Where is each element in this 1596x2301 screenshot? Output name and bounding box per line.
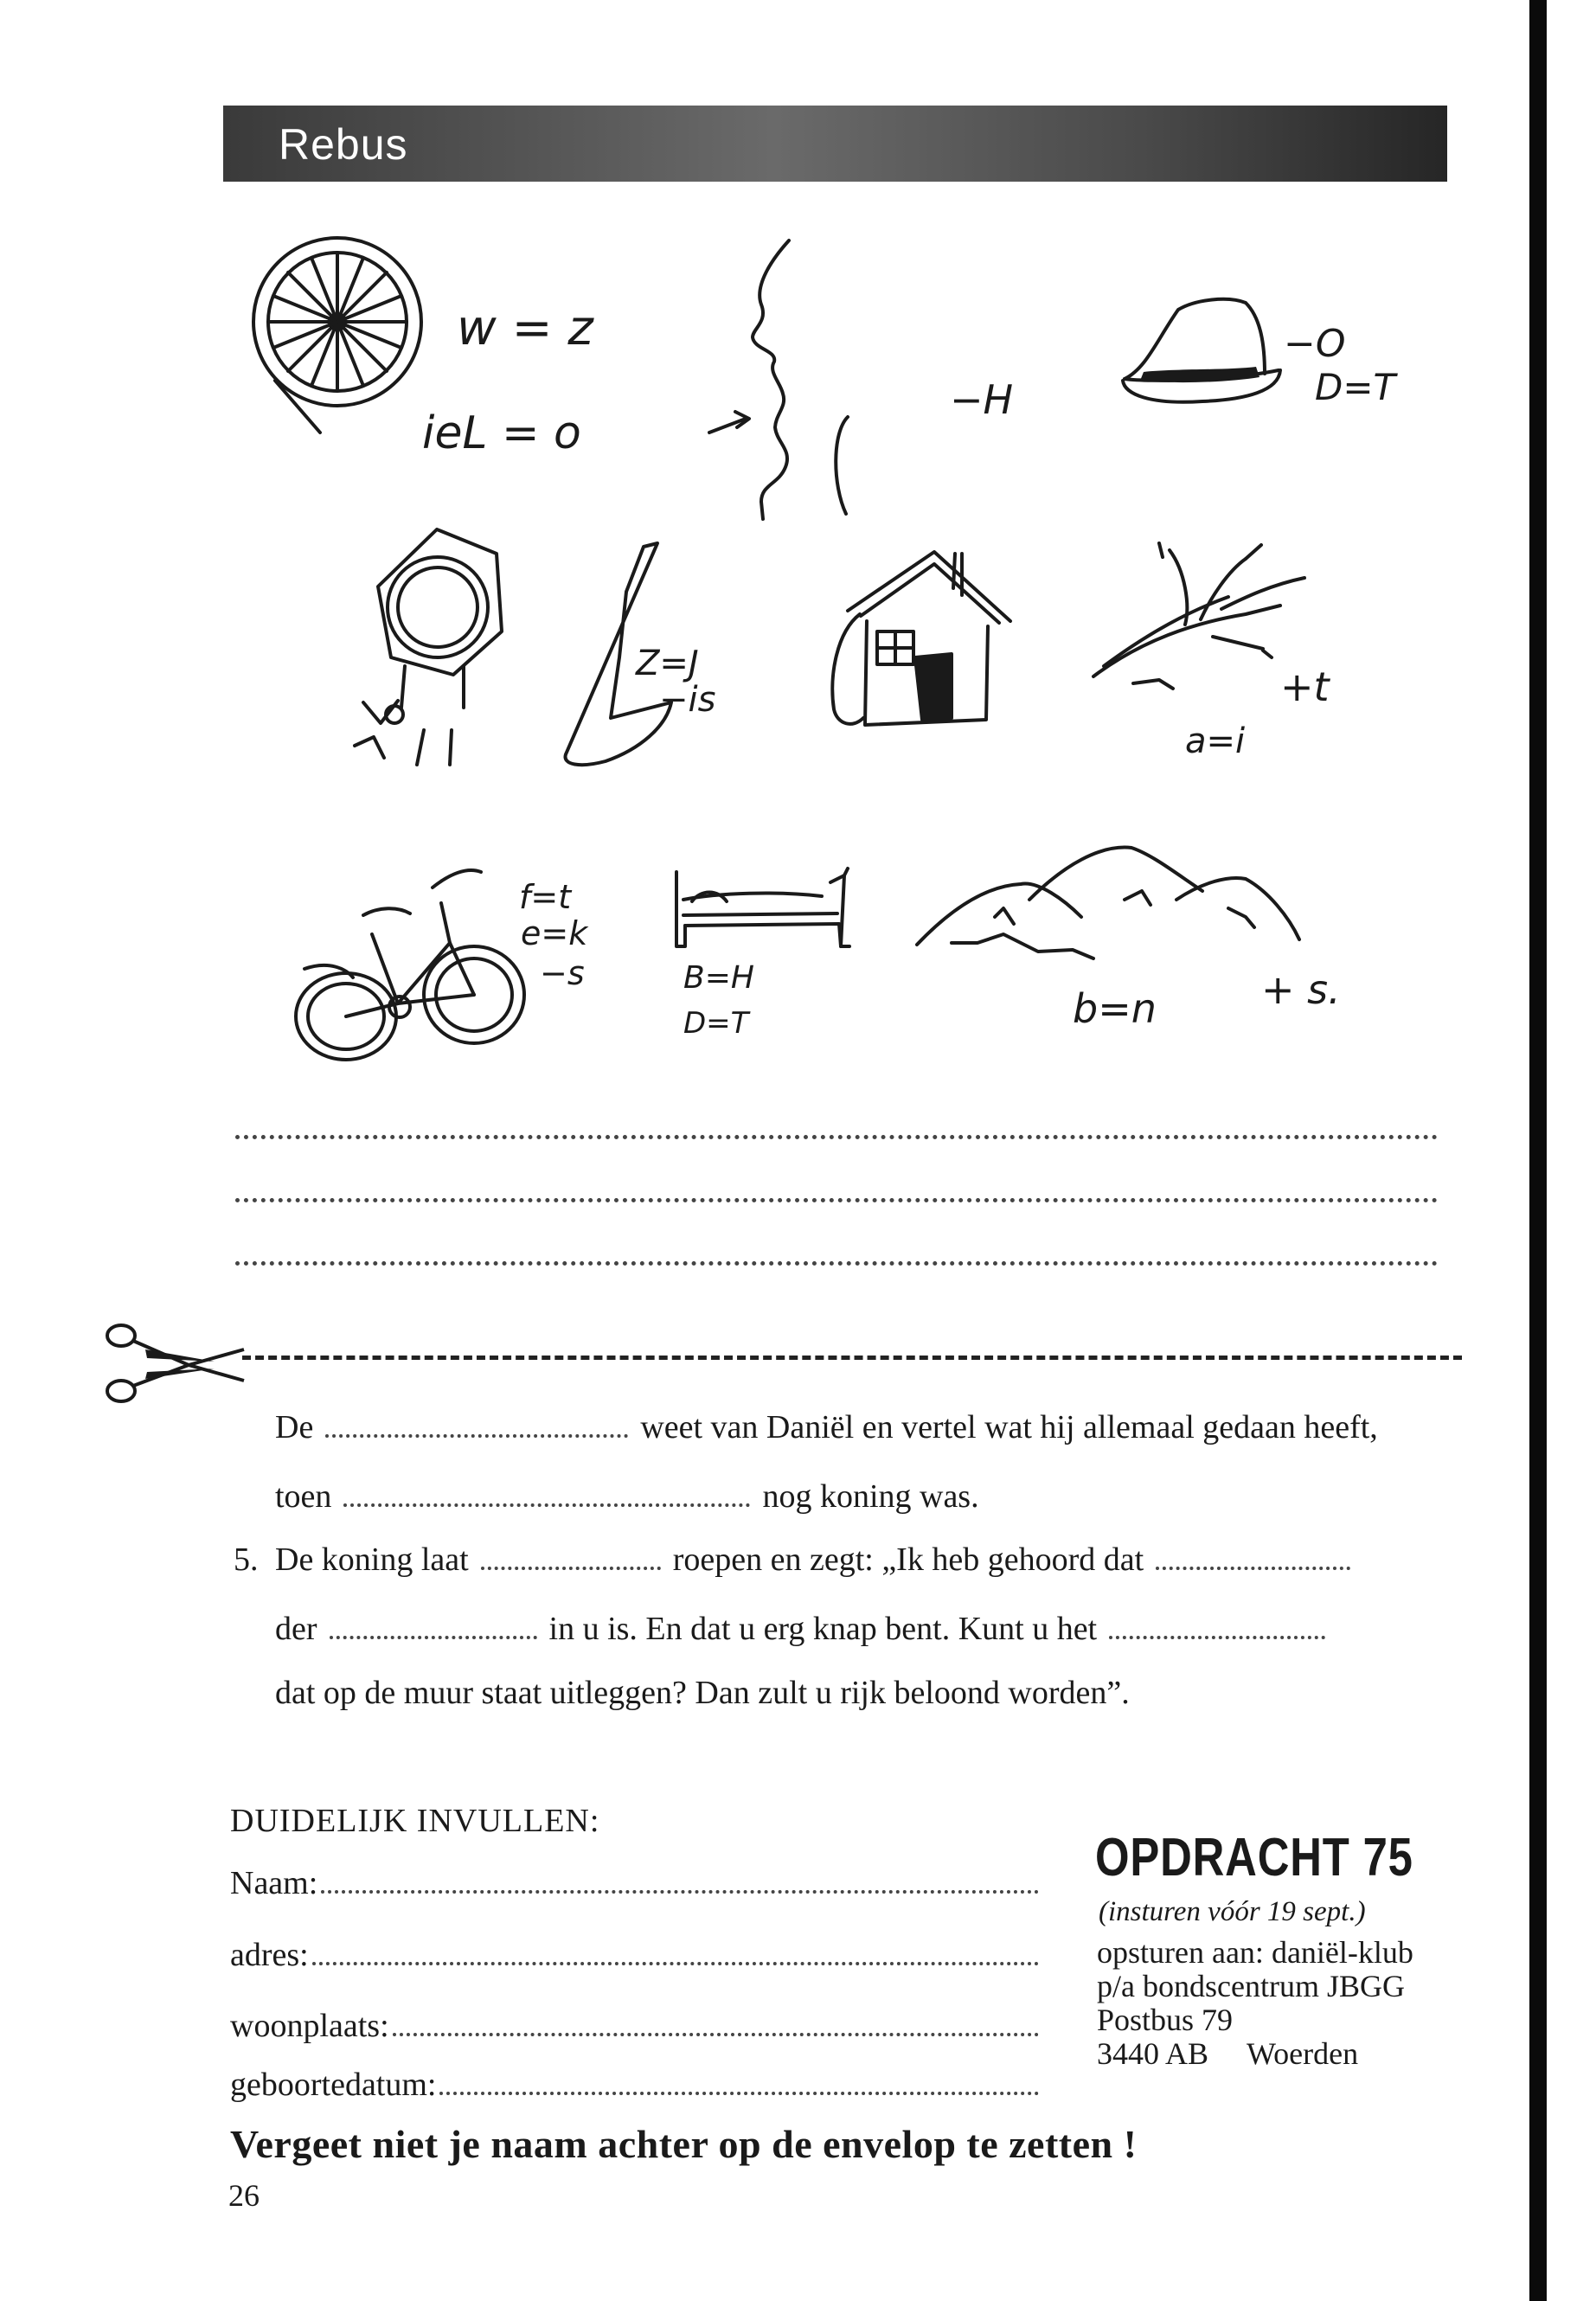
house-drawing: [832, 552, 1010, 725]
form-row-name: [230, 1864, 1039, 1902]
city-field[interactable]: [393, 2026, 1039, 2036]
story-line-4-start: der: [275, 1611, 317, 1647]
story-item-number: 5.: [234, 1541, 259, 1578]
rebus-hat-sub: D=T: [1315, 366, 1396, 408]
rebus-face-sub: −H: [950, 376, 1014, 423]
hills-drawing: [917, 848, 1299, 958]
tree-branch-drawing: [1093, 543, 1304, 689]
page-title: Rebus: [279, 120, 408, 169]
rebus-bed-b: B=H: [683, 960, 754, 996]
story-blank-5[interactable]: [330, 1629, 537, 1639]
rebus-tree-plus: +t: [1280, 663, 1330, 710]
rebus-stick-sub: Z=J: [636, 644, 699, 683]
form-row-birthdate: [230, 2066, 1039, 2104]
story-line-4: [275, 1610, 1337, 1648]
story-blank-2[interactable]: [343, 1497, 750, 1507]
page-number: 26: [228, 2178, 260, 2213]
bed-drawing: [676, 868, 849, 946]
rebus-hat-minus: −O: [1284, 322, 1346, 366]
story-line-3-mid: roepen en zegt: „Ik heb gehoord dat: [672, 1541, 1144, 1578]
form-label-city: woonplaats:: [230, 2008, 389, 2044]
wheel-drawing: [253, 238, 421, 433]
story-blank-1[interactable]: [325, 1427, 628, 1438]
form-label-address: adres:: [230, 1937, 309, 1973]
bicycle-drawing: [296, 870, 524, 1060]
cut-line: [242, 1356, 1462, 1360]
cuckoo-clock-drawing: [355, 529, 502, 765]
form-row-city: [230, 2007, 1039, 2045]
story-line-2-end: nog koning was.: [762, 1478, 979, 1515]
assignment-address: [1097, 1936, 1413, 2071]
address-postcode: 3440 AB: [1097, 2036, 1209, 2071]
answer-line-3[interactable]: [235, 1256, 1438, 1266]
story-line-4-mid: in u is. En dat u erg knap bent. Kunt u het: [548, 1611, 1098, 1647]
story-line-2: [275, 1477, 979, 1516]
rebus-hills-sub: b=n: [1073, 985, 1157, 1032]
assignment-deadline: (insturen vóór 19 sept.): [1099, 1896, 1366, 1927]
address-line-1: opsturen aan: daniël-klub: [1097, 1935, 1413, 1970]
assignment-title: OPDRACHT 75: [1095, 1828, 1413, 1888]
story-line-3: [275, 1541, 1362, 1579]
story-line-1: [275, 1408, 1378, 1446]
rebus-bike-e: e=k: [521, 914, 588, 952]
story-line-5: [275, 1674, 1130, 1712]
story-line-3-start: De koning laat: [275, 1541, 469, 1578]
form-row-address: [230, 1936, 1039, 1974]
address-line-2: p/a bondscentrum JBGG: [1097, 1969, 1405, 2003]
form-title: DUIDELIJK INVULLEN:: [230, 1803, 600, 1839]
name-field[interactable]: [321, 1883, 1039, 1894]
story-blank-4[interactable]: [1156, 1560, 1350, 1570]
answer-line-2[interactable]: [235, 1193, 1438, 1202]
rebus-stick-minus: −is: [659, 680, 716, 720]
rebus-hills-plus: + s.: [1261, 966, 1341, 1013]
story-line-5-text: dat op de muur staat uitleggen? Dan zult u rijk beloond worden”.: [275, 1675, 1130, 1711]
form-label-birthdate: geboortedatum:: [230, 2067, 437, 2103]
rebus-bike-minus: −s: [540, 954, 585, 992]
story-line-2-start: toen: [275, 1478, 332, 1515]
hat-drawing: [1123, 299, 1280, 402]
answer-line-1[interactable]: [235, 1130, 1438, 1139]
address-city-line: [1097, 2037, 1413, 2071]
envelope-reminder: Vergeet niet je naam achter op de envelop te zetten !: [230, 2122, 1138, 2166]
rebus-puzzle: [0, 0, 1596, 1125]
birthdate-field[interactable]: [439, 2085, 1039, 2095]
rebus-tree-sub: a=i: [1185, 721, 1246, 761]
rebus-wheel-sub2: ieL = o: [422, 407, 581, 459]
rebus-bike-f: f=t: [519, 878, 572, 916]
story-blank-3[interactable]: [481, 1560, 661, 1570]
story-line-1-start: De: [275, 1409, 314, 1445]
address-line-3: Postbus 79: [1097, 2003, 1234, 2037]
face-profile-drawing: [709, 240, 848, 519]
address-city: Woerden: [1247, 2036, 1359, 2071]
address-field[interactable]: [312, 1955, 1039, 1965]
rebus-bed-d: D=T: [683, 1006, 749, 1041]
hat-band: [1140, 367, 1259, 382]
story-blank-6[interactable]: [1109, 1629, 1325, 1639]
form-label-name: Naam:: [230, 1865, 318, 1901]
story-line-1-end: weet van Daniël en vertel wat hij allemaal gedaan heeft,: [640, 1409, 1378, 1445]
rebus-wheel-sub: w = z: [457, 300, 593, 356]
scissors-icon: [102, 1315, 249, 1410]
